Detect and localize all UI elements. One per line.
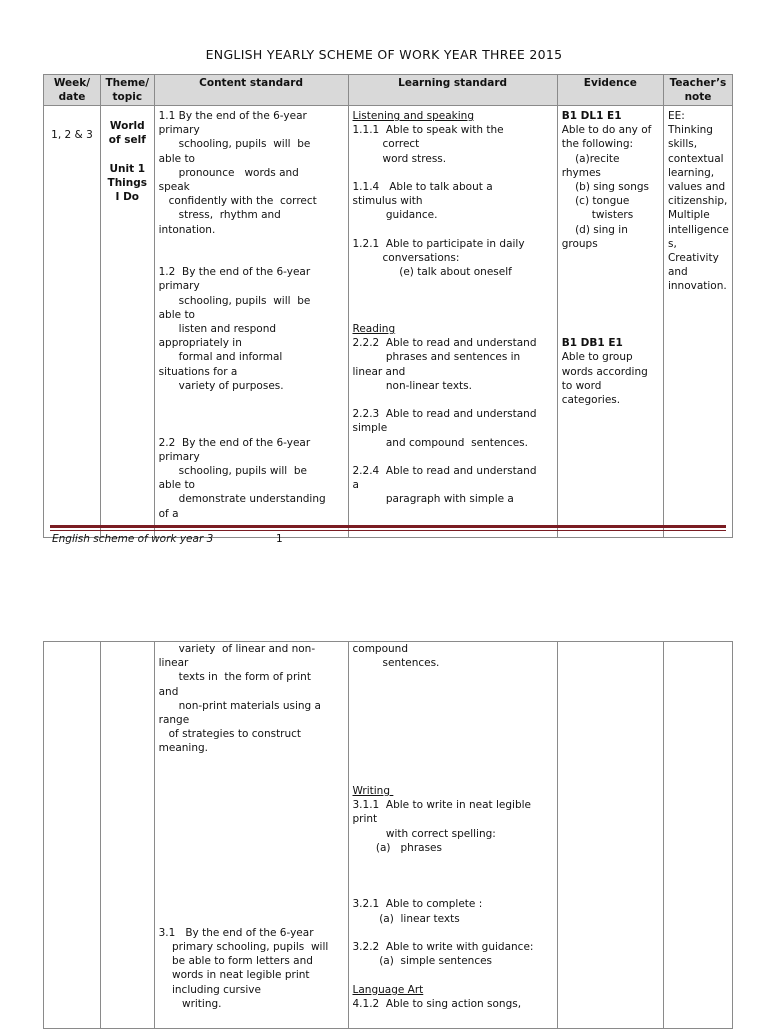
- cell-line: I Do: [115, 191, 140, 203]
- cell-line: [353, 855, 553, 869]
- cell-line: able to: [158, 479, 195, 492]
- footer-rule-thin: [50, 530, 726, 531]
- cell-line: (b) sing songs: [561, 181, 649, 194]
- cell-line: learning,: [667, 166, 715, 179]
- header-evidence: [557, 75, 663, 106]
- cell-line: skills,: [667, 138, 698, 151]
- header-text: note: [684, 91, 712, 103]
- teachers-note-cell: [663, 642, 732, 1029]
- cell-line: 2.2.2 Able to read and understand: [352, 337, 537, 350]
- cell-line: citizenship,: [667, 195, 728, 208]
- cell-line: (a)recite: [561, 152, 620, 165]
- cell-line: intelligence: [667, 223, 729, 236]
- cell-line: (a) simple sentences: [352, 955, 493, 968]
- header-text: Teacher’s: [669, 77, 727, 89]
- cell-line: variety of linear and non-: [158, 643, 316, 655]
- cell-line: (a) linear texts: [352, 912, 460, 925]
- cell-line: Thinking: [667, 124, 713, 137]
- footer-label: English scheme of work year 3: [52, 533, 214, 545]
- cell-line: [353, 756, 553, 770]
- cell-line: 3.2.1 Able to complete :: [352, 898, 483, 911]
- cell-line: [353, 926, 553, 940]
- cell-line: texts in the form of print: [158, 671, 311, 684]
- scheme-table-page-2: [43, 641, 733, 1029]
- theme-cell: [100, 106, 154, 538]
- cell-line: (c) tongue: [561, 195, 630, 208]
- cell-line: [159, 883, 344, 897]
- cell-line: [562, 294, 659, 308]
- cell-line: linear: [158, 657, 189, 670]
- cell-line: Multiple: [667, 209, 710, 222]
- cell-line: primary: [158, 124, 200, 137]
- cell-line: correct: [352, 138, 420, 151]
- header-text: Week/: [53, 77, 91, 89]
- cell-line: [159, 827, 344, 841]
- cell-line: Creativity: [667, 252, 719, 265]
- cell-line: 2.2.4 Able to read and understand: [352, 464, 537, 477]
- cell-line: meaning.: [158, 742, 208, 755]
- header-text: Learning standard: [398, 77, 508, 89]
- cell-line: [353, 393, 553, 407]
- cell-line: Able to do any of: [561, 124, 652, 137]
- theme-cell: [100, 642, 154, 1029]
- cell-line: [353, 670, 553, 684]
- cell-line: categories.: [561, 393, 621, 406]
- cell-line: [562, 265, 659, 279]
- cell-line: 2.2 By the end of the 6-year: [158, 436, 311, 449]
- header-text: topic: [112, 91, 143, 103]
- cell-line: 1.2 By the end of the 6-year: [158, 266, 311, 279]
- cell-line: [353, 685, 553, 699]
- cell-line: guidance.: [352, 209, 438, 222]
- cell-line: [353, 741, 553, 755]
- cell-line: able to: [158, 308, 195, 321]
- cell-line: conversations:: [352, 252, 460, 264]
- cell-line: schooling, pupils will be: [158, 138, 311, 151]
- cell-line: the following:: [561, 138, 634, 151]
- cell-line: non-print materials using a: [158, 699, 321, 712]
- cell-line: [353, 450, 553, 464]
- cell-line: [159, 407, 344, 421]
- cell-line: able to: [158, 152, 195, 165]
- cell-line: Able to group: [561, 351, 633, 364]
- cell-line: writing.: [158, 997, 222, 1010]
- footer-rule: [50, 525, 726, 528]
- cell-line: primary: [158, 450, 200, 463]
- cell-line: range: [158, 714, 190, 727]
- cell-line: primary schooling, pupils will: [158, 941, 329, 954]
- header-content-standard: [154, 75, 348, 106]
- cell-line: [159, 869, 344, 883]
- cell-line: demonstrate understanding: [158, 493, 326, 506]
- cell-line: 3.2.2 Able to write with guidance:: [352, 941, 534, 954]
- header-theme: [100, 75, 154, 106]
- cell-line: [159, 421, 344, 435]
- week-cell: 1, 2 & 3: [44, 106, 101, 538]
- header-week: [44, 75, 101, 106]
- cell-line: [353, 166, 553, 180]
- cell-line: [353, 308, 553, 322]
- cell-line: Listening and speaking: [352, 110, 474, 122]
- cell-line: of self: [108, 134, 146, 147]
- cell-line: sentences.: [352, 657, 440, 670]
- cell-line: [159, 855, 344, 869]
- cell-line: [353, 770, 553, 784]
- cell-line: contextual: [667, 152, 724, 165]
- header-text: Theme/: [105, 77, 150, 89]
- cell-line: [562, 251, 659, 265]
- cell-line: stress, rhythm and: [158, 209, 281, 222]
- cell-line: twisters: [561, 209, 634, 222]
- cell-line: groups: [561, 237, 598, 250]
- cell-line: [353, 699, 553, 713]
- cell-line: [353, 883, 553, 897]
- cell-line: EE:: [667, 110, 685, 122]
- cell-line: appropriately in: [158, 337, 242, 350]
- cell-line: [159, 251, 344, 265]
- cell-line: paragraph with simple a: [352, 493, 514, 506]
- cell-line: [105, 147, 150, 161]
- cell-line: be able to form letters and: [158, 955, 313, 968]
- cell-line: pronounce words and: [158, 166, 299, 179]
- cell-line: World: [109, 120, 145, 132]
- cell-line: of a: [158, 507, 179, 520]
- teachers-note-cell: [663, 106, 732, 538]
- cell-line: with correct spelling:: [352, 827, 496, 840]
- cell-line: situations for a: [158, 365, 238, 378]
- cell-line: compound: [352, 643, 408, 655]
- cell-line: 1.1 By the end of the 6-year: [158, 110, 307, 122]
- cell-line: [159, 912, 344, 926]
- cell-line: including cursive: [158, 983, 261, 996]
- cell-line: 1.1.4 Able to talk about a: [352, 181, 493, 193]
- cell-line: listen and respond: [158, 323, 277, 336]
- learning-standard-cell: [348, 642, 557, 1029]
- cell-line: [159, 393, 344, 407]
- cell-line: Language Art: [352, 983, 424, 996]
- cell-line: [353, 223, 553, 237]
- header-text: date: [58, 91, 86, 103]
- cell-line: print: [352, 813, 378, 826]
- table-row: [44, 106, 733, 538]
- cell-line: Unit 1: [109, 162, 146, 175]
- cell-line: [353, 869, 553, 883]
- cell-line: speak: [158, 181, 190, 194]
- cell-line: [159, 756, 344, 770]
- cell-line: variety of purposes.: [158, 379, 284, 392]
- table-header-row: [44, 75, 733, 106]
- cell-line: words according: [561, 365, 648, 378]
- cell-line: confidently with the correct: [158, 195, 317, 208]
- cell-line: [562, 308, 659, 322]
- cell-line: and: [667, 266, 688, 279]
- cell-line: B1 DB1 E1: [561, 337, 623, 350]
- cell-line: (e) talk about oneself: [352, 266, 512, 279]
- cell-line: stimulus with: [352, 195, 423, 208]
- table-row: [44, 642, 733, 1029]
- cell-line: simple: [352, 422, 388, 435]
- cell-line: Reading: [352, 322, 396, 335]
- cell-line: schooling, pupils will be: [158, 465, 307, 477]
- cell-line: words in neat legible print: [158, 969, 310, 982]
- cell-line: 3.1 By the end of the 6-year: [158, 926, 314, 939]
- header-learning-standard: [348, 75, 557, 106]
- header-text: Evidence: [583, 77, 637, 89]
- cell-line: B1 DL1 E1: [561, 110, 622, 122]
- cell-line: Writing: [352, 784, 394, 797]
- cell-line: 1.2.1 Able to participate in daily: [352, 237, 525, 250]
- cell-line: 3.1.1 Able to write in neat legible: [352, 799, 531, 812]
- cell-line: (a) phrases: [352, 841, 442, 854]
- cell-line: [353, 713, 553, 727]
- cell-line: to word: [561, 379, 602, 392]
- cell-line: [562, 279, 659, 293]
- cell-line: [159, 237, 344, 251]
- learning-standard-cell: [348, 106, 557, 538]
- cell-line: phrases and sentences in: [352, 351, 521, 364]
- content-standard-cell: [154, 642, 348, 1029]
- cell-line: [353, 727, 553, 741]
- cell-line: [159, 898, 344, 912]
- cell-line: [159, 784, 344, 798]
- cell-line: rhymes: [561, 166, 601, 179]
- cell-line: a: [352, 479, 359, 492]
- cell-line: and compound sentences.: [352, 436, 528, 449]
- week-cell: [44, 642, 101, 1029]
- cell-line: [159, 770, 344, 784]
- cell-line: non-linear texts.: [352, 379, 472, 392]
- evidence-cell: [557, 642, 663, 1029]
- cell-line: innovation.: [667, 280, 727, 293]
- cell-line: s,: [667, 237, 677, 250]
- cell-line: and: [158, 685, 179, 698]
- header-text: Content standard: [199, 77, 303, 89]
- cell-line: primary: [158, 280, 200, 293]
- cell-line: values and: [667, 181, 726, 194]
- cell-line: 4.1.2 Able to sing action songs,: [352, 997, 522, 1010]
- cell-line: [353, 968, 553, 982]
- cell-line: schooling, pupils will be: [158, 294, 311, 307]
- cell-line: [562, 322, 659, 336]
- page-number: 1: [276, 533, 283, 545]
- cell-line: word stress.: [352, 152, 447, 165]
- cell-line: linear and: [352, 365, 406, 378]
- cell-line: [353, 279, 553, 293]
- cell-line: 2.2.3 Able to read and understand: [352, 408, 537, 421]
- cell-line: intonation.: [158, 223, 216, 236]
- scheme-table-page-1: [43, 74, 733, 538]
- cell-line: [353, 294, 553, 308]
- cell-line: [159, 841, 344, 855]
- page-title: ENGLISH YEARLY SCHEME OF WORK YEAR THREE 2015: [205, 47, 563, 62]
- cell-line: formal and informal: [158, 351, 283, 364]
- evidence-cell: [557, 106, 663, 538]
- cell-line: 1.1.1 Able to speak with the: [352, 124, 504, 137]
- header-teachers-note: [663, 75, 732, 106]
- cell-line: [159, 798, 344, 812]
- content-standard-cell: [154, 106, 348, 538]
- cell-line: [159, 812, 344, 826]
- cell-line: (d) sing in: [561, 223, 628, 236]
- cell-line: of strategies to construct: [158, 728, 302, 741]
- cell-line: Things: [107, 176, 148, 189]
